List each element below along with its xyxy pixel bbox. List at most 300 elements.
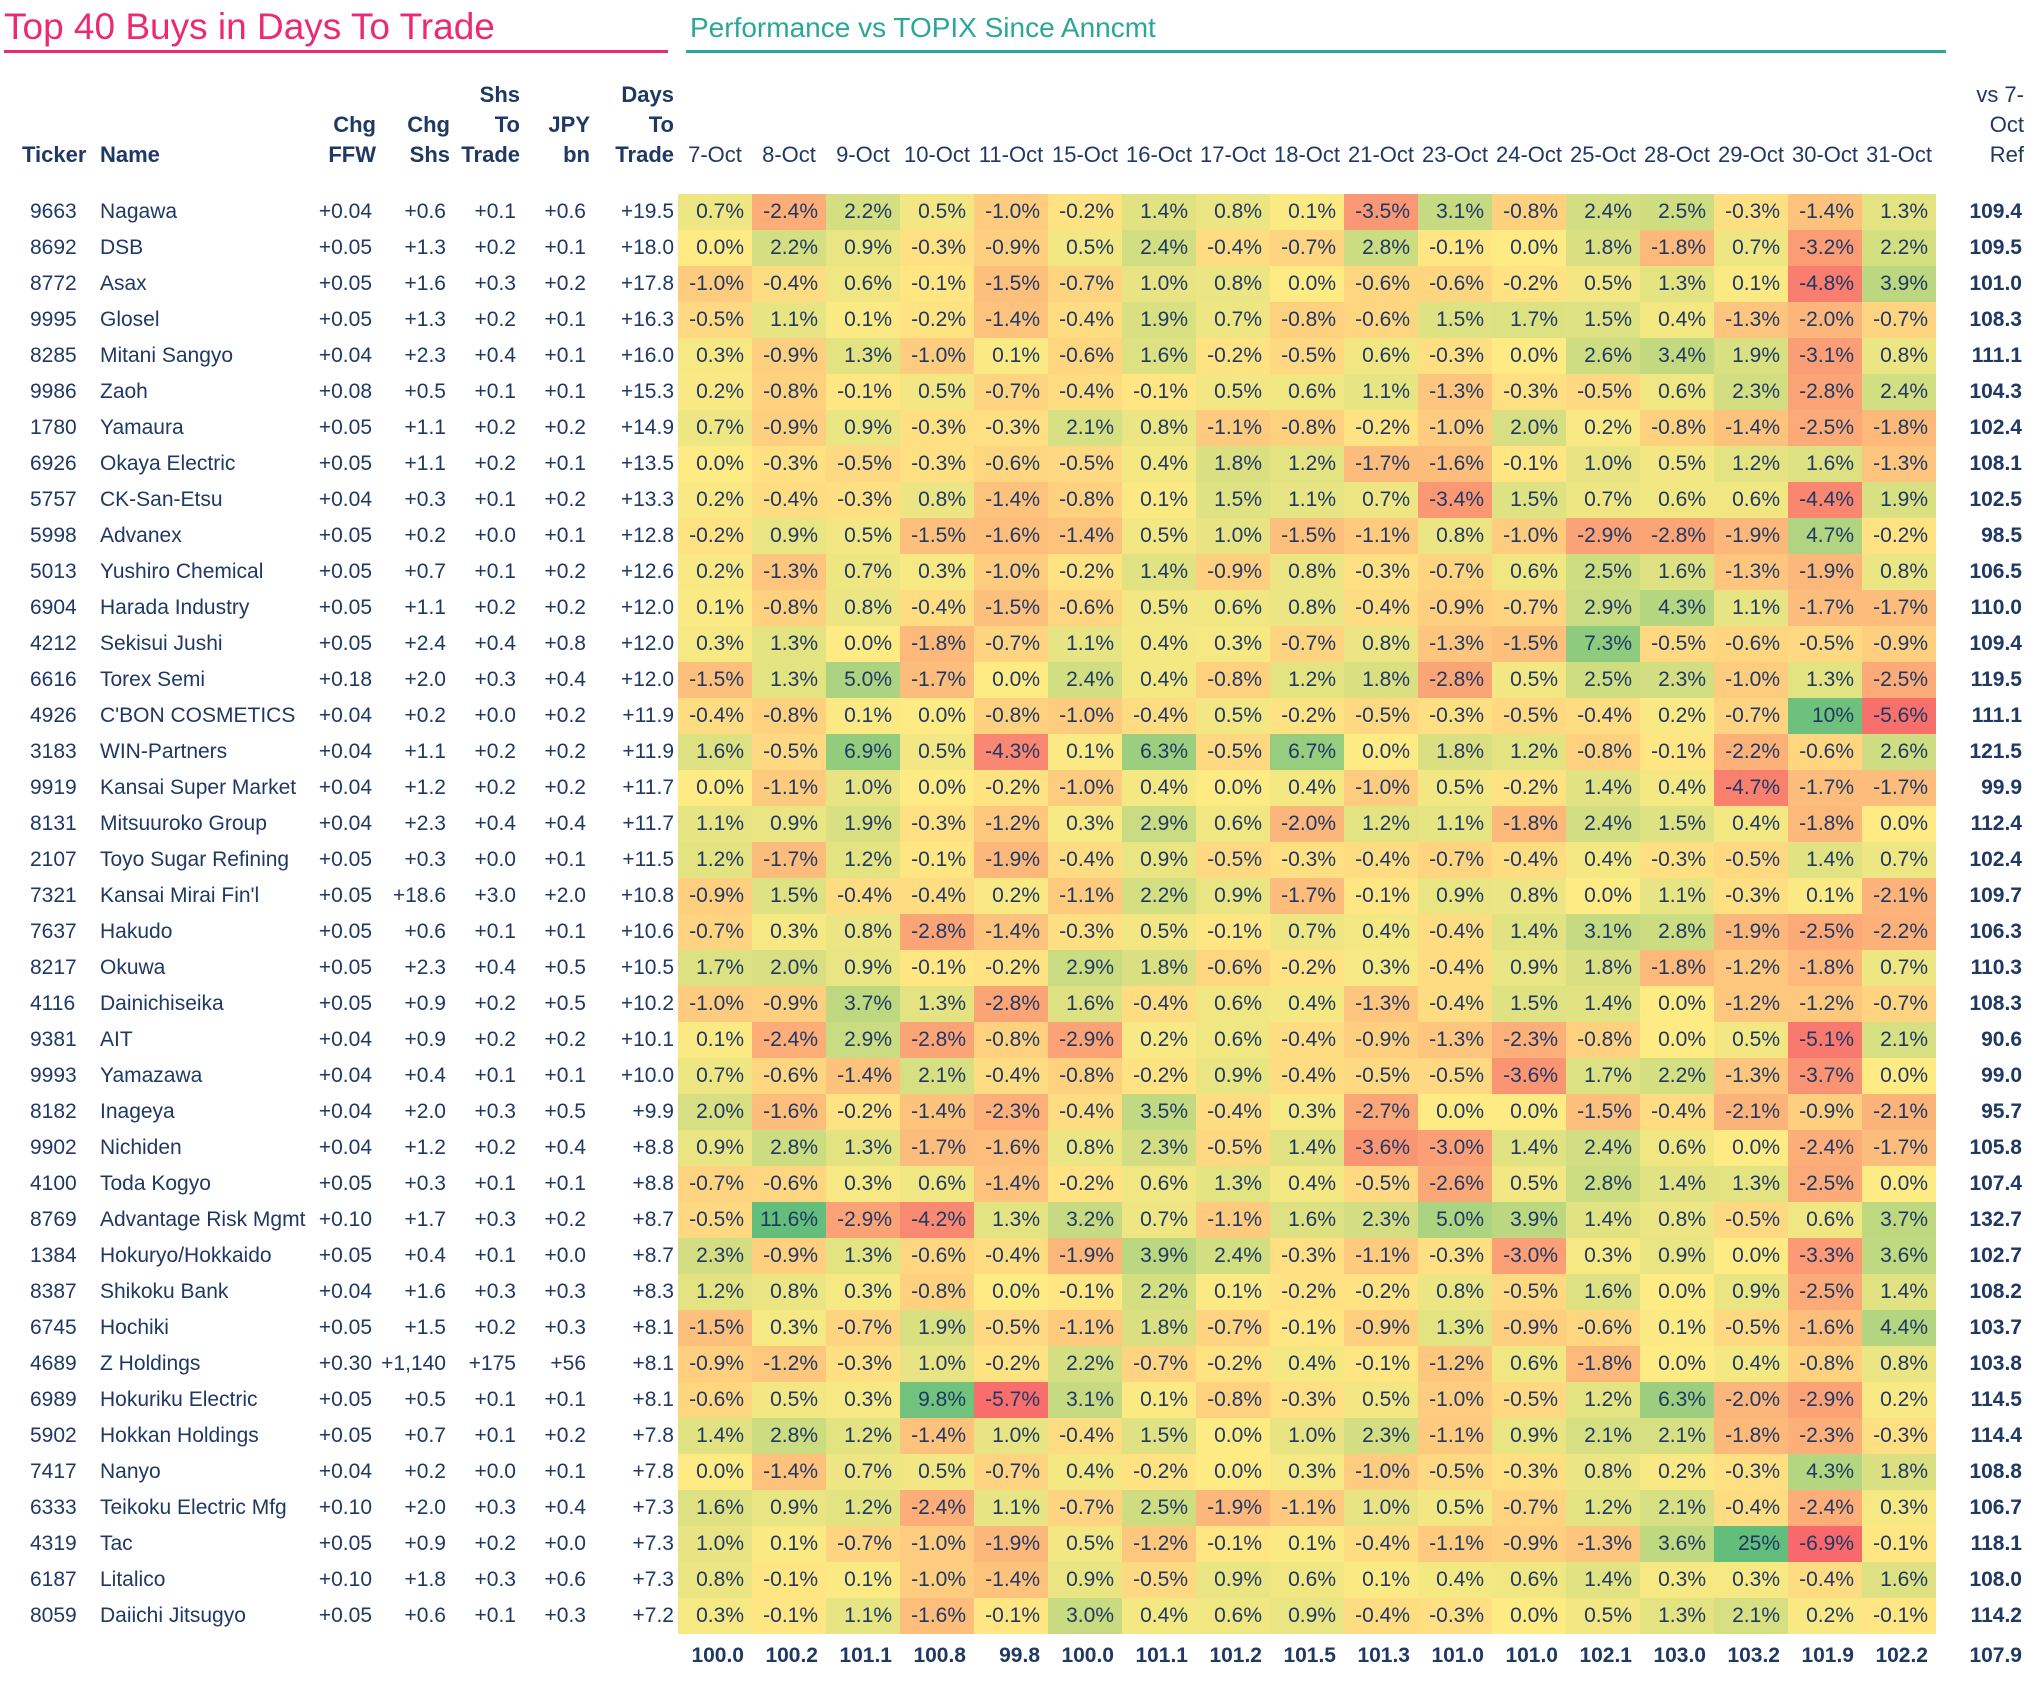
shs-to-trade-cell: +0.3 [474,1496,516,1519]
performance-cell: -1.5% [1270,518,1344,554]
performance-cell: 1.2% [1492,734,1566,770]
performance-cell: 0.8% [752,1274,826,1310]
performance-cell: -1.3% [1714,1058,1788,1094]
jpy-bn-cell: +0.0 [544,1532,586,1555]
performance-cell: 0.2% [1566,410,1640,446]
vs-ref-cell: 110.3 [1970,956,2022,979]
shs-to-trade-cell: +0.4 [474,344,516,367]
performance-cell: 1.2% [1566,1490,1640,1526]
gap-cell [1936,986,1956,1022]
performance-cell: -1.3% [1418,1022,1492,1058]
days-to-trade-cell: +7.8 [632,1424,674,1447]
name-cell: Toyo Sugar Refining [100,848,290,871]
performance-cell: 0.3% [1714,1562,1788,1598]
performance-cell: 0.4% [1122,446,1196,482]
chg-shs-cell: +1.1 [404,416,446,439]
days-to-trade-cell: +8.1 [632,1316,674,1339]
performance-cell: 0.3% [826,1382,900,1418]
performance-cell: -0.8% [752,590,826,626]
chg-shs-cell: +1.6 [404,1280,446,1303]
performance-cell: 0.6% [1196,1598,1270,1634]
performance-cell: -0.5% [1344,1166,1418,1202]
vs-ref-cell: 102.4 [1969,848,2022,871]
topix-index-cell: 101.9 [1801,1644,1854,1667]
jpy-bn-cell: +0.2 [544,416,586,439]
footer-blank-cell [376,1634,450,1678]
table-row [12,806,2024,842]
vs-ref-cell: 105.8 [1969,1136,2022,1159]
gap-cell [1936,1274,1956,1310]
performance-cell: -0.3% [826,1346,900,1382]
jpy-bn-cell: +0.5 [544,1100,586,1123]
performance-cell: 0.1% [1122,482,1196,518]
performance-cell: 0.0% [1492,338,1566,374]
performance-cell: -1.2% [1714,950,1788,986]
ticker-cell: 5757 [30,488,77,511]
shs-to-trade-cell: +0.1 [474,1172,516,1195]
performance-cell: -0.5% [826,446,900,482]
performance-cell: 2.1% [1714,1598,1788,1634]
ticker-cell: 1384 [30,1244,77,1267]
performance-cell: -0.9% [1492,1310,1566,1346]
jpy-bn-cell: +0.2 [544,488,586,511]
gap-cell [1936,1058,1956,1094]
performance-cell: -0.5% [1492,698,1566,734]
table-row [12,986,2024,1022]
performance-cell: -1.6% [974,1130,1048,1166]
name-cell: Okaya Electric [100,452,236,475]
performance-cell: 0.7% [678,194,752,230]
chg-ffw-cell: +0.05 [318,1424,372,1447]
performance-cell: -4.3% [974,734,1048,770]
performance-cell: 1.5% [752,878,826,914]
performance-cell: 0.2% [1640,698,1714,734]
performance-cell: -1.0% [1714,662,1788,698]
performance-cell: 1.6% [1122,338,1196,374]
name-cell: Z Holdings [100,1352,201,1375]
vs-ref-cell: 106.7 [1969,1496,2022,1519]
performance-cell: -1.1% [1196,1202,1270,1238]
performance-cell: -0.7% [1048,1490,1122,1526]
performance-cell: -0.3% [1714,194,1788,230]
performance-cell: -1.3% [1862,446,1936,482]
table-row [12,266,2024,302]
days-to-trade-cell: +8.3 [632,1280,674,1303]
performance-cell: -0.2% [900,302,974,338]
performance-cell: 1.6% [678,1490,752,1526]
performance-cell: 0.3% [1270,1094,1344,1130]
performance-cell: 0.6% [1196,590,1270,626]
performance-cell: -0.9% [1344,1022,1418,1058]
performance-cell: -1.1% [752,770,826,806]
ticker-cell: 8285 [30,344,77,367]
performance-cell: 0.6% [1196,986,1270,1022]
performance-cell: 0.6% [1122,1166,1196,1202]
performance-cell: 1.5% [1196,482,1270,518]
performance-cell: -0.1% [974,1598,1048,1634]
performance-cell: 0.0% [1862,806,1936,842]
performance-cell: 0.3% [826,1166,900,1202]
performance-cell: 1.2% [826,1418,900,1454]
performance-cell: -1.5% [974,590,1048,626]
performance-cell: -0.8% [1270,410,1344,446]
performance-cell: -1.6% [1418,446,1492,482]
performance-cell: -0.9% [752,1238,826,1274]
performance-cell: 0.8% [1862,1346,1936,1382]
name-cell: Hochiki [100,1316,169,1339]
performance-cell: -1.6% [900,1598,974,1634]
performance-cell: -0.4% [1492,842,1566,878]
performance-cell: 0.1% [826,1562,900,1598]
performance-cell: -0.1% [752,1598,826,1634]
performance-cell: 0.7% [1344,482,1418,518]
performance-cell: -0.3% [1270,1382,1344,1418]
chg-ffw-cell: +0.05 [318,1604,372,1627]
topix-index-cell: 100.8 [913,1644,966,1667]
performance-cell: 1.5% [1122,1418,1196,1454]
ticker-cell: 8059 [30,1604,77,1627]
performance-cell: -0.6% [1714,626,1788,662]
performance-cell: -2.0% [1714,1382,1788,1418]
name-cell: Mitsuuroko Group [100,812,267,835]
performance-cell: 0.8% [1492,878,1566,914]
vs-ref-cell: 106.5 [1969,560,2022,583]
days-to-trade-cell: +10.0 [620,1064,674,1087]
topix-vs-ref-cell: 107.9 [1969,1644,2022,1667]
performance-cell: 1.8% [1122,1310,1196,1346]
name-cell: Inageya [100,1100,175,1123]
ticker-cell: 8772 [30,272,77,295]
performance-cell: -0.8% [1566,734,1640,770]
performance-cell: -0.8% [1196,662,1270,698]
performance-cell: -0.4% [1196,230,1270,266]
performance-cell: 0.5% [1122,590,1196,626]
performance-cell: 3.1% [1418,194,1492,230]
performance-cell: 1.6% [1862,1562,1936,1598]
performance-cell: -0.9% [752,410,826,446]
performance-cell: -0.9% [1788,1094,1862,1130]
days-to-trade-cell: +13.3 [620,488,674,511]
chg-ffw-cell: +0.18 [318,668,372,691]
performance-cell: 0.0% [1492,1094,1566,1130]
performance-cell: -0.1% [900,266,974,302]
performance-cell: -0.4% [1048,1094,1122,1130]
chg-ffw-cell: +0.05 [318,884,372,907]
performance-cell: -0.5% [1196,1130,1270,1166]
performance-cell: -3.3% [1788,1238,1862,1274]
performance-cell: 1.2% [1344,806,1418,842]
performance-cell: 0.6% [1344,338,1418,374]
header-date: 8-Oct [762,142,816,167]
name-cell: Nichiden [100,1136,182,1159]
performance-cell: 0.7% [826,1454,900,1490]
performance-cell: -0.8% [1566,1022,1640,1058]
days-to-trade-cell: +8.7 [632,1244,674,1267]
name-cell: Torex Semi [100,668,206,691]
vs-ref-cell: 114.4 [1970,1424,2022,1447]
days-to-trade-cell: +8.1 [632,1388,674,1411]
performance-cell: 0.9% [752,1490,826,1526]
table-row [12,1166,2024,1202]
performance-cell: 0.4% [1122,770,1196,806]
performance-cell: 2.1% [900,1058,974,1094]
table-row [12,554,2024,590]
performance-cell: -3.5% [1344,194,1418,230]
performance-cell: -1.4% [826,1058,900,1094]
performance-cell: 2.2% [1862,230,1936,266]
performance-cell: 0.9% [1122,842,1196,878]
header-chg-shs: Chg Shs [407,112,450,167]
shs-to-trade-cell: +0.0 [474,524,516,547]
table-row [12,1418,2024,1454]
performance-cell: -0.3% [900,410,974,446]
performance-cell: -0.1% [1418,230,1492,266]
performance-cell: -0.6% [1344,302,1418,338]
name-cell: Yamaura [100,416,184,439]
gap-cell [1936,1202,1956,1238]
performance-cell: -1.3% [1714,554,1788,590]
performance-cell: -0.3% [1640,842,1714,878]
chg-shs-cell: +1.1 [404,740,446,763]
chg-ffw-cell: +0.05 [318,416,372,439]
performance-cell: -3.4% [1418,482,1492,518]
performance-cell: 2.4% [1566,806,1640,842]
performance-cell: 0.7% [826,554,900,590]
performance-cell: 3.2% [1048,1202,1122,1238]
performance-cell: 0.9% [1418,878,1492,914]
performance-cell: 0.6% [1640,374,1714,410]
performance-cell: -0.4% [1048,1418,1122,1454]
performance-cell: 0.1% [1270,194,1344,230]
performance-cell: 0.8% [900,482,974,518]
shs-to-trade-cell: +0.2 [474,416,516,439]
topix-index-cell: 103.0 [1653,1644,1706,1667]
performance-cell: 0.3% [678,1598,752,1634]
performance-cell: -0.1% [1492,446,1566,482]
performance-cell: -6.9% [1788,1526,1862,1562]
ticker-cell: 8182 [30,1100,77,1123]
gap-cell [1936,734,1956,770]
chg-ffw-cell: +0.04 [318,1100,372,1123]
performance-cell: 0.5% [1418,1490,1492,1526]
performance-cell: 2.9% [1122,806,1196,842]
performance-cell: 25% [1714,1526,1788,1562]
performance-cell: 0.7% [1122,1202,1196,1238]
performance-cell: 0.4% [1344,914,1418,950]
performance-cell: -0.8% [752,698,826,734]
performance-cell: 2.1% [1640,1418,1714,1454]
performance-cell: 1.5% [1640,806,1714,842]
performance-cell: 1.4% [1788,842,1862,878]
performance-cell: 0.7% [1714,230,1788,266]
performance-cell: 1.9% [1122,302,1196,338]
performance-cell: -2.3% [1492,1022,1566,1058]
performance-cell: 3.7% [1862,1202,1936,1238]
header-date: 30-Oct [1791,142,1859,167]
performance-cell: 2.1% [1048,410,1122,446]
ticker-cell: 4689 [30,1352,77,1375]
performance-cell: -0.3% [1418,1238,1492,1274]
days-to-trade-cell: +16.3 [620,308,674,331]
header-gap [1936,76,1956,172]
performance-cell: 0.8% [1270,590,1344,626]
ticker-cell: 5998 [30,524,77,547]
chg-shs-cell: +1.7 [404,1208,446,1231]
performance-cell: 10% [1788,698,1862,734]
performance-cell: 0.2% [1640,1454,1714,1490]
performance-cell: 7.3% [1566,626,1640,662]
gap-cell [1936,842,1956,878]
performance-cell: 0.5% [1196,374,1270,410]
performance-cell: 4.3% [1640,590,1714,626]
performance-cell: 0.1% [1344,1562,1418,1598]
performance-cell: -1.2% [1714,986,1788,1022]
shs-to-trade-cell: +0.3 [474,1280,516,1303]
performance-cell: -0.7% [1418,554,1492,590]
performance-cell: 0.3% [678,338,752,374]
jpy-bn-cell: +0.2 [544,596,586,619]
ticker-cell: 6745 [30,1316,77,1339]
shs-to-trade-cell: +0.0 [474,704,516,727]
chg-ffw-cell: +0.04 [318,1280,372,1303]
performance-cell: -0.5% [1344,698,1418,734]
performance-cell: -0.8% [1196,1382,1270,1418]
jpy-bn-cell: +0.1 [544,1172,586,1195]
header-date: 15-Oct [1051,142,1119,167]
performance-cell: -1.0% [678,986,752,1022]
performance-cell: 2.2% [1640,1058,1714,1094]
performance-cell: -1.2% [752,1346,826,1382]
ticker-cell: 9902 [30,1136,77,1159]
performance-cell: -0.7% [826,1310,900,1346]
jpy-bn-cell: +0.1 [544,452,586,475]
performance-cell: 0.1% [826,698,900,734]
performance-cell: 4.4% [1862,1310,1936,1346]
performance-cell: 0.0% [1640,986,1714,1022]
performance-cell: 0.7% [1862,950,1936,986]
name-cell: C'BON COSMETICS [100,704,296,727]
performance-cell: -0.7% [678,914,752,950]
performance-cell: -1.8% [900,626,974,662]
days-to-trade-cell: +11.7 [622,812,674,835]
performance-cell: -0.9% [752,986,826,1022]
table-row [12,194,2024,230]
performance-cell: -0.1% [1196,914,1270,950]
performance-cell: 1.5% [1418,302,1492,338]
performance-cell: -0.4% [1270,1058,1344,1094]
performance-cell: -0.1% [1862,1598,1936,1634]
performance-cell: 0.5% [1566,266,1640,302]
shs-to-trade-cell: +0.1 [474,920,516,943]
performance-cell: -0.6% [1048,338,1122,374]
performance-cell: -0.1% [900,842,974,878]
performance-cell: -0.5% [1640,626,1714,662]
jpy-bn-cell: +0.1 [544,1388,586,1411]
vs-ref-cell: 98.5 [1981,524,2022,547]
jpy-bn-cell: +0.1 [544,380,586,403]
header-date: 10-Oct [903,142,971,167]
performance-cell: 0.0% [900,770,974,806]
shs-to-trade-cell: +0.3 [474,668,516,691]
performance-cell: 1.1% [1418,806,1492,842]
performance-cell: 1.1% [1048,626,1122,662]
performance-cell: -1.1% [1418,1418,1492,1454]
performance-cell: -2.9% [1788,1382,1862,1418]
performance-cell: 0.9% [1640,1238,1714,1274]
performance-cell: -0.3% [1714,878,1788,914]
ticker-cell: 6333 [30,1496,77,1519]
chg-shs-cell: +1.3 [404,236,446,259]
chg-ffw-cell: +0.05 [318,956,372,979]
chg-ffw-cell: +0.05 [318,236,372,259]
header-jpy-bn: JPY bn [548,112,590,167]
performance-cell: -0.2% [1048,1166,1122,1202]
performance-cell: 0.9% [1048,1562,1122,1598]
performance-cell: 1.2% [826,842,900,878]
vs-ref-cell: 108.0 [1969,1568,2022,1591]
topix-index-cell: 101.0 [1431,1644,1484,1667]
gap-cell [1936,1526,1956,1562]
table-row [12,338,2024,374]
performance-cell: -1.5% [1492,626,1566,662]
performance-cell: 2.8% [1566,1166,1640,1202]
performance-cell: 0.0% [1418,1094,1492,1130]
performance-cell: 1.4% [1640,1166,1714,1202]
performance-cell: -2.4% [1788,1130,1862,1166]
performance-cell: 0.3% [1270,1454,1344,1490]
performance-cell: 0.9% [1492,1418,1566,1454]
performance-cell: -1.7% [900,662,974,698]
performance-cell: -0.2% [826,1094,900,1130]
topix-index-row [12,1634,2024,1678]
ticker-cell: 8692 [30,236,77,259]
performance-cell: -0.2% [1048,554,1122,590]
performance-cell: 0.6% [1196,806,1270,842]
header-date: 16-Oct [1125,142,1193,167]
performance-cell: 2.5% [1640,194,1714,230]
performance-cell: -0.4% [1418,986,1492,1022]
performance-cell: 0.9% [678,1130,752,1166]
performance-cell: -0.3% [1714,1454,1788,1490]
performance-cell: 0.8% [826,914,900,950]
gap-cell [1936,806,1956,842]
header-shs-to-trade: Shs To Trade [461,82,520,167]
table-row [12,1490,2024,1526]
performance-cell: -1.1% [1418,1526,1492,1562]
performance-cell: 2.5% [1122,1490,1196,1526]
performance-cell: -0.9% [752,338,826,374]
performance-cell: -2.4% [752,194,826,230]
performance-cell: 0.9% [826,410,900,446]
topix-index-cell: 101.1 [839,1644,892,1667]
chg-ffw-cell: +0.04 [318,1460,372,1483]
performance-cell: 1.0% [1566,446,1640,482]
jpy-bn-cell: +0.5 [544,956,586,979]
name-cell: Hokuriku Electric [100,1388,258,1411]
chg-ffw-cell: +0.05 [318,632,372,655]
name-cell: CK-San-Etsu [100,488,223,511]
performance-cell: -0.1% [1122,374,1196,410]
gap-cell [1936,662,1956,698]
performance-cell: -0.5% [1418,1058,1492,1094]
performance-cell: -1.4% [900,1094,974,1130]
ticker-cell: 4926 [30,704,77,727]
name-cell: Okuwa [100,956,166,979]
performance-cell: 1.0% [1196,518,1270,554]
performance-cell: -2.6% [1418,1166,1492,1202]
performance-cell: 1.2% [678,842,752,878]
performance-cell: 1.6% [1640,554,1714,590]
